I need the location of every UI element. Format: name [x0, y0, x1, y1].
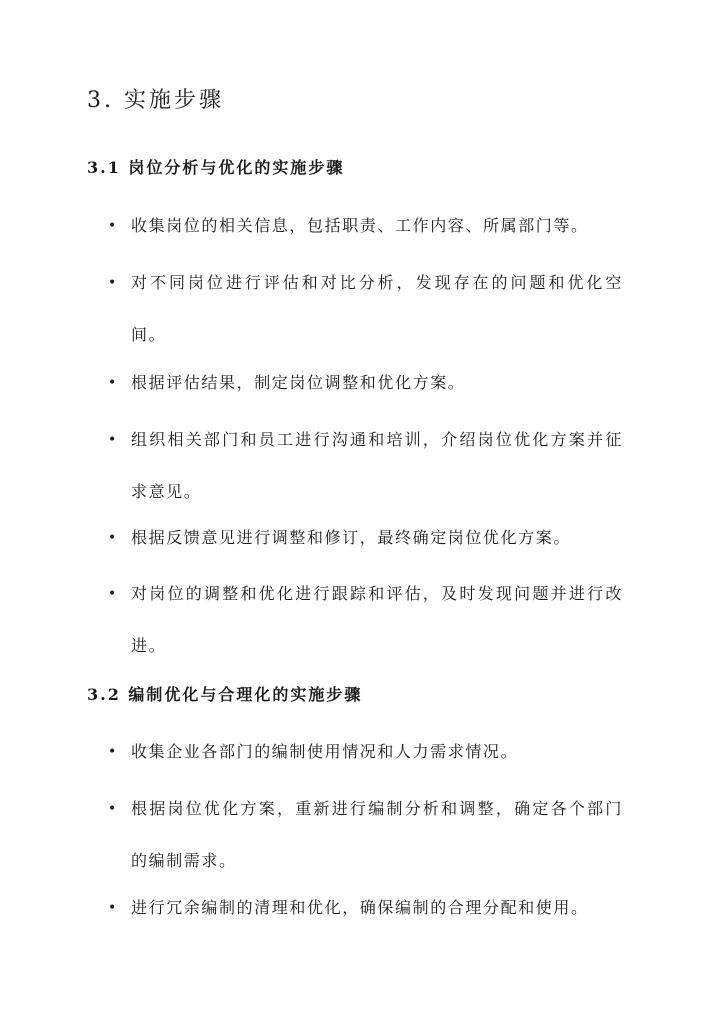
list-item-text: 根据岗位优化方案，重新进行编制分析和调整，确定各个部门的编制需求。 [131, 799, 623, 870]
chapter-heading: 3. 实施步骤 [87, 88, 224, 113]
list-item [108, 783, 623, 887]
list-item-text: 组织相关部门和员工进行沟通和培训，介绍岗位优化方案并征求意见。 [131, 430, 623, 501]
list-item [108, 414, 623, 518]
list-item [108, 568, 623, 672]
list-item [108, 512, 623, 564]
list-item [108, 200, 623, 252]
list-item-text: 收集企业各部门的编制使用情况和人力需求情况。 [131, 742, 519, 761]
bullet-icon: • [108, 586, 118, 602]
list-item-text: 根据反馈意见进行调整和修订，最终确定岗位优化方案。 [131, 528, 572, 547]
bullet-icon: • [108, 801, 118, 817]
list-item-text: 根据评估结果，制定岗位调整和优化方案。 [131, 373, 466, 392]
section-heading-3-1: 3.1 岗位分析与优化的实施步骤 [87, 158, 345, 177]
list-item [108, 726, 623, 778]
list-item-text: 进行冗余编制的清理和优化，确保编制的合理分配和使用。 [131, 898, 589, 917]
bullet-icon: • [108, 530, 118, 546]
list-item-text: 对岗位的调整和优化进行跟踪和评估，及时发现问题并进行改进。 [131, 584, 623, 655]
bullet-icon: • [108, 900, 118, 916]
list-item-text: 对不同岗位进行评估和对比分析，发现存在的问题和优化空间。 [131, 273, 623, 344]
list-item-text: 收集岗位的相关信息，包括职责、工作内容、所属部门等。 [131, 216, 589, 235]
bullet-icon: • [108, 432, 118, 448]
bullet-icon: • [108, 218, 118, 234]
bullet-icon: • [108, 744, 118, 760]
list-item [108, 257, 623, 361]
list-item [108, 357, 623, 409]
list-item [108, 882, 623, 934]
bullet-icon: • [108, 375, 118, 391]
section-heading-3-2: 3.2 编制优化与合理化的实施步骤 [87, 685, 363, 704]
bullet-icon: • [108, 275, 118, 291]
